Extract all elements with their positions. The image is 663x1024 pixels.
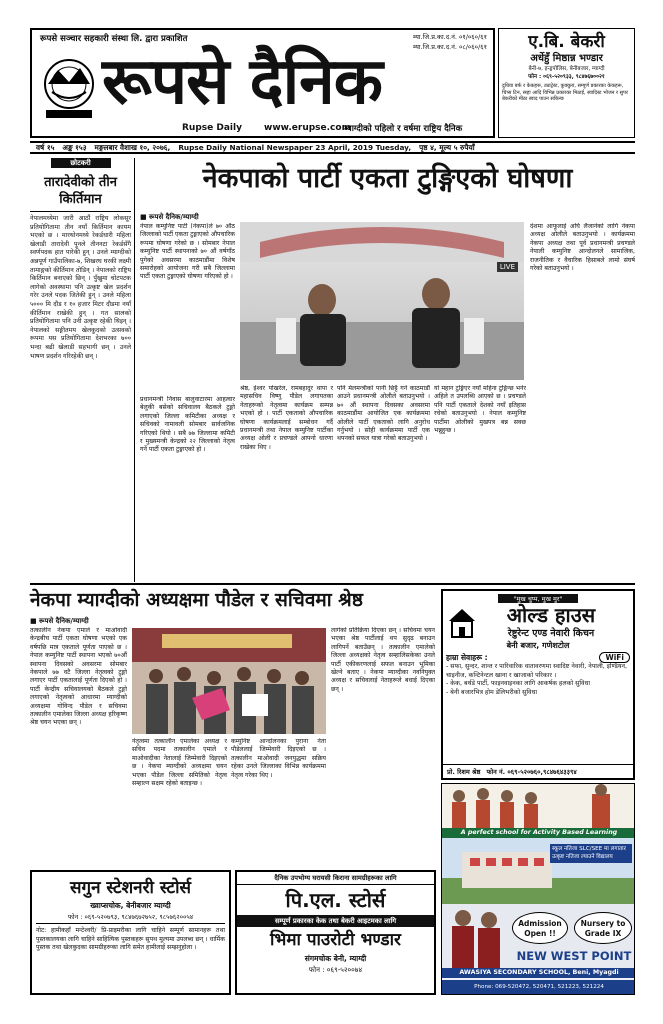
lead-col-6: देशमा आफूलाई अघि लैजानेको लागि नेकपा अध्यक्ष ओलीले बताउनुभयो । कार्यक्रममा नेकपा अध्यक्ष तथा पूर्व प्रधानमन्त्री प्रचण्डले नेपाली कम्युनिष्ट आन्दोलनले सामाजिक, राजनीतिक र वैचारिक हिसाबले लामो संघर्ष गरेको बताउनुभयो । — [530, 223, 635, 273]
bakery-address: बेनी-७, इन्ड्रपोलिस, बेनीबजार, म्याग्दी — [528, 66, 605, 72]
school-fullname: AWASIYA SECONDARY SCHOOL, Beni, Myagdi — [442, 968, 635, 978]
lead-byline: ■ रूपसे दैनिक/म्याग्दी — [140, 213, 199, 221]
story2-photo — [132, 628, 326, 734]
house-icon — [447, 607, 477, 643]
slogan: म्याग्दीको पहिलो र वर्षमा राष्ट्रिय दैनिक — [344, 124, 463, 134]
services-title: हाम्रा सेवाहरू : — [446, 652, 488, 662]
masthead — [30, 28, 495, 138]
registration-1: म्या.जि.प्र.का.द.नं. ०१/०६०/६१ — [412, 33, 487, 41]
school-banner: A perfect school for Activity Based Learning — [442, 828, 635, 838]
lead-col-5: यो महान टुङ्गिएर नयाँ महिना टुङ्गिन्छ भनेर अहिले त उपलब्धि आएको छ । प्रचण्डले पनि पार्टी एकताले देशको नयाँ इतिहास रचेको बताउनुभयो । नेपाल कम्युनिष्ट पार्टीमा ओलीको मुखपत्र बन्न सक्छ भन्नुहुन्छ । — [434, 385, 526, 435]
story2-col-1: तत्कालीन नेकपा एमाले र माओवादी केन्द्रबीच पार्टी एकता घोषणा भएको एक वर्षपछि मात्र एकताले पूर्णता पाएको छ । नेपाल कम्युनिष्ट पार्टी स्थापना भएको ७०औं स्थापना दिवसको अवसरमा सोमबार नेकपाले ७७ वटै जिल्ला नेतृत्वको टुङ्गो लगाएर पार्टी एकतालाई पूर्णता दिएको हो । पार्टी केन्द्रीय सचिवालयको बैठकले टुङ्गो लगाएको नेतृत्वको आधारमा म्याग्दीको अध्यक्षमा गोविन्द पौडेल र सचिवमा तत्कालीन एमालेका जिल्ला अध्यक्ष हरिकृष्ण श्रेष्ठ चयन भएका छन् । — [30, 627, 127, 727]
lead-col-1: नेपाल कम्युनिष्ट पार्टी (नेकपा)ले ७० औठ जिल्लाको पार्टी एकता टुङ्गाएको औपचारिक रूपमा घोषणा गरेको छ । सोमबार नेपाल कम्युनिष्ट पार्टी स्थापनाको ७० औं वर्षगाँठ पुगेको अवसरमा काठमाडौंमा विशेष समारोहको आयोजना गरी सबै जिल्लामा पार्टी एकता टुङ्गाएको घोषणा गरिएको हो । — [140, 223, 235, 281]
ad-old-house — [441, 589, 635, 780]
pl-name2: भिमा पाउरोटी भण्डार — [270, 930, 401, 950]
pl-phone: फोन : ०६९-५२००७४ — [308, 966, 363, 974]
ad-bakery — [498, 28, 635, 138]
pl-top: दैनिक उपभोग्य घरायसी किराना सामग्रीहरूका लागि — [237, 872, 434, 885]
story2-headline: नेकपा म्याग्दीको अध्यक्षमा पौडेल र सचिवमा श्रेष्ठ — [30, 589, 363, 611]
story2-col-3: कम्युनिष्ट आन्दोलनका पुराना नेता पौडेललाई जिम्मेवारी दिइएको छ । तत्कालीन माओवादी जनयुद्धमा सक्रिय रहेका उनले जिल्लाका विभिन्न कार्यक्रममा नेतृत्व गरेका थिए । — [231, 738, 326, 779]
grades-bubble: Nursery to Grade IX — [574, 912, 632, 944]
bakery-name2: अर्धेहुँ मिष्ठान्न भण्डार — [530, 53, 603, 64]
service-2: - केक, बर्थडे पार्टी, फाइनवाइनका लागि आकर्षक हलको सुविधा — [446, 680, 591, 688]
story2-col-4: लागेको प्रतिक्रिया दिएका छन् । सचिवमा चयन भएका श्रेष्ठ पार्टीलाई थप सुदृढ बनाउन लागिपर्ने बताउँछन् । तत्कालीन एमालेको जिल्ला अध्यक्षको नेतृत्व सम्हालिसकेका उनले पार्टी एकीकरणलाई सफल बनाउन भूमिका खेल्ने बताए । नेकपा म्याग्दीका नवनियुक्त अध्यक्ष र सचिवलाई नेताहरूले बधाई दिएका छन् । — [331, 627, 435, 693]
school-name: NEW WEST POINT — [516, 949, 632, 963]
oldhouse-name: ओल्ड हाउस — [506, 603, 596, 627]
stationery-name: सगुन स्टेशनरी स्टोर्स — [70, 878, 191, 898]
sidebar-headline: तारादेवीको तीन किर्तिमान — [44, 175, 117, 207]
oldhouse-tagline: "मुख चुप्प, मुख मुर" — [498, 594, 578, 603]
publisher-line: रूपसे सञ्चार सहकारी संस्था लि. द्वारा प्रकाशित — [40, 34, 188, 44]
story2-byline: ■ रूपसे दैनिक/म्याग्दी — [30, 617, 89, 625]
oldhouse-owner: प्रो. रिशम श्रेष्ठ — [447, 768, 481, 776]
issue: अङ्क १५३ — [62, 142, 87, 152]
story2-col-2: नेतृत्वमा तत्कालीन एमालेका अध्यक्ष र सचिव पदमा तत्कालीन एमाले र माओवादीका नेतालाई जिम्मेवारी दिइएको छ । नेकपा म्याग्दीको अध्यक्षमा चयन भएका पौडेल जिल्ला समितिको नेतृत्व सम्हाल्न सक्षम रहेको बताइन्छ । — [132, 738, 227, 788]
lead-headline: नेकपाको पार्टी एकता टुङ्गिएको घोषणा — [202, 163, 573, 194]
pl-address: संगमचोक बेनी, म्याग्दी — [304, 954, 367, 963]
school-phone: Phone: 069-520472, 520471, 521223, 521224 — [442, 980, 635, 994]
ad-stationery — [30, 870, 231, 995]
school-notice: स्कूल नतिजा SLC/SEE मा लगातार उत्कृष्ट नतिजा ल्याउने विद्यालय — [550, 844, 632, 863]
stationery-note: नोट: हामीकहाँ मन्टेश्वरी/ प्रि-प्राइमरीका लागि चाहिने सम्पूर्ण सामानहरू तथा पुस्तकालयका लागि चाहिने साहित्यिक पुस्तकहरू सुपथ मूल्यमा उपलब्ध छन् । धार्मिक पुस्तक तथा खेलकुदका सामग्रीहरूका लागि समेत हामीलाई सम्झनुहोला । — [36, 927, 225, 952]
bakery-phone: फोन : ०६९-५२०९३३, ९८४७६७००२१ — [528, 74, 605, 80]
stationery-phone: फोन : ०६९-५२०७९३, ९८४७६७२७५२, ९८५७६२००५४ — [36, 911, 225, 924]
wifi-icon: WiFi — [599, 652, 630, 663]
ad-pl-stores — [235, 870, 436, 995]
dateline — [30, 141, 635, 154]
stationery-address: ख्वाप्सचोक, बेनीबजार म्याग्दी — [90, 901, 171, 910]
divider — [134, 158, 135, 582]
oldhouse-phone: फोन नं. ०६९-५२०७६०,९८४७६४३३९४ — [486, 768, 577, 776]
date-english: Rupse Daily National Newspaper 23 April, 2019 Tuesday, — [178, 143, 412, 152]
divider — [30, 211, 131, 212]
logo-emblem — [38, 52, 100, 122]
sidebar-tag: छोटकरी — [51, 158, 111, 168]
sidebar-body: नेपालमध्येमा जारी आठौं राष्ट्रिय लोकसूर प्रतियोगितामा तीन नयाँ किर्तिमान कायम भएको छ । मारथोनमध्ये रेकर्डधारी महिला खेलाडी तारादेवी पुनले तीननटा रेकर्डसँगै स्वर्णपदक हात पारेकी हुन् । उनले म्याग्दीको अन्नपूर्ण गाउँपालिका-७, शिखरघ घरकी लक्ष्मी तामाङ्गको कीर्तिमान तोडिन् । नेपालको राष्ट्रिय किर्तिमान बनाएको छिन् । पुँखुमा चोटपटक लागेको अवस्थामा पनि उत्कृष्ट खेल प्रदर्शन गरेर उनले पदक जितेकी हुन् । उनले महिला ५००० मि दौड र १० हजार मिटर दौडमा नयाँ कीर्तिमान राखेकी हुन् । गत सालको प्रतियोगितामा पनि उनी उत्कृष्ट रहेकी थिइन् । नेपालको सङ्गीतमय खेलकुदको उत्सवको रूपमा यस प्रतियोगितामा देशभरका ७०० भन्दा बढी खेलाडी सहभागी छन् । उनले भाषण प्रदर्शन गरिरहेकी छन् । — [30, 215, 131, 360]
divider — [30, 583, 635, 585]
service-1: - सफा, सुन्दर, शान्त र पारिवारिक वातावरणमा स्वादिष्ट नेवारी, नेपाली, इण्डियन, चाइनीज, कन्टिनेन्टल खाना र खाजाको परिकार । — [446, 663, 628, 679]
pl-tagline: सम्पूर्ण प्रकारका केक तथा बेकरी आइटमका लागि — [237, 915, 434, 927]
live-badge: LIVE — [497, 262, 518, 272]
school-photo-kids — [442, 784, 635, 828]
lead-col-2: प्रधानमन्त्री निवास बालुवाटारमा आहत्वार बेलुकी बसेको सचिवालय बैठकले टुङ्गो लगाएको जिल्ला कमिटीका अध्यक्ष र सचिवको नामावली सोमबार सार्वजनिक गरिएको थियो । सबै ७७ जिल्लामा कमिटी र मुख्यमन्त्री केन्द्रको २२ जिल्लाको नेतृत्व गर्ने पार्टी एकता टुङ्गाएको हो । — [140, 396, 235, 454]
bakery-desc: दुधिया बर्फ र केकहरू, ट्याट्रेस्ट, कुक्कुरा, सम्पूर्ण प्रकारका केकहरू, चिप्स टिन, स्ब्हा आदि विभिन्न प्रकारका मिठाई, स्वादिस्ट भोजन र सुपर बेकरीको मीठा स्वाद पाउन सकिन्छ — [502, 83, 628, 103]
ad-school — [441, 783, 635, 995]
date-nepali: मङ्गलबार वैशाख १०, २०७६, — [94, 142, 171, 152]
oldhouse-location: बेनी बजार, गणेशटोल — [506, 641, 570, 650]
lead-col-3: श्रेष्ठ, ईश्वर पोखरेल, रामबहादुर थापा र महासचिव विष्णु पौडेल लगायतका नेताहरूको नेतृत्वमा कार्यक्रम सम्पन्न भएको हो । पार्टी एकताको औपचारिक घोषणा कार्यक्रमलाई सम्बोधन गर्दै प्रधानमन्त्री तथा नेपाल कम्युनिष्ट पार्टीका अध्यक्ष ओली र प्रचण्डले आफ्नो धारणा राखेका थिए । — [240, 385, 333, 451]
registration-2: म्या.जि.प्र.का.द.नं. ०८/०६०/६१ — [412, 43, 487, 51]
lead-col-4: पनि मेलमन्त्रीको पानी छिट्टै गर्ने काठमाडौं आउने प्रधानमन्त्री ओलीले बताउनुभयो । ७० औं स्थापना दिवसका अवसरमा काठमाडौंमा आयोजित एक कार्यक्रममा ओलीले पार्टी एकताको लागि अनुरोध गर्नुभयो । सोही कार्यक्रममा पार्टी एक थपनको सफल यात्रा गरेको बताउनुभयो । — [337, 385, 430, 443]
page-price: पृष्ठ ४, मूल्य ५ रुपैयाँ — [419, 142, 475, 152]
lead-photo — [240, 222, 524, 380]
oldhouse-name2: रेष्टुरेन्ट एण्ड नेवारी किचन — [507, 628, 595, 639]
newspaper-title: रूपसे दैनिक — [102, 45, 382, 119]
volume: वर्ष १५ — [36, 142, 55, 152]
sidebar-brief — [30, 158, 131, 582]
title-roman: Rupse Daily — [182, 123, 242, 133]
service-3: - बेनी बजारभित्र होम डेलिभरीको सुविधा — [446, 688, 538, 696]
admission-bubble: Admission Open !! — [512, 912, 568, 944]
website: www.erupse.com — [264, 123, 351, 133]
pl-name: पि.एल. स्टोर्स — [285, 888, 386, 912]
bakery-name: ए.बि. बेकरी — [528, 32, 605, 52]
